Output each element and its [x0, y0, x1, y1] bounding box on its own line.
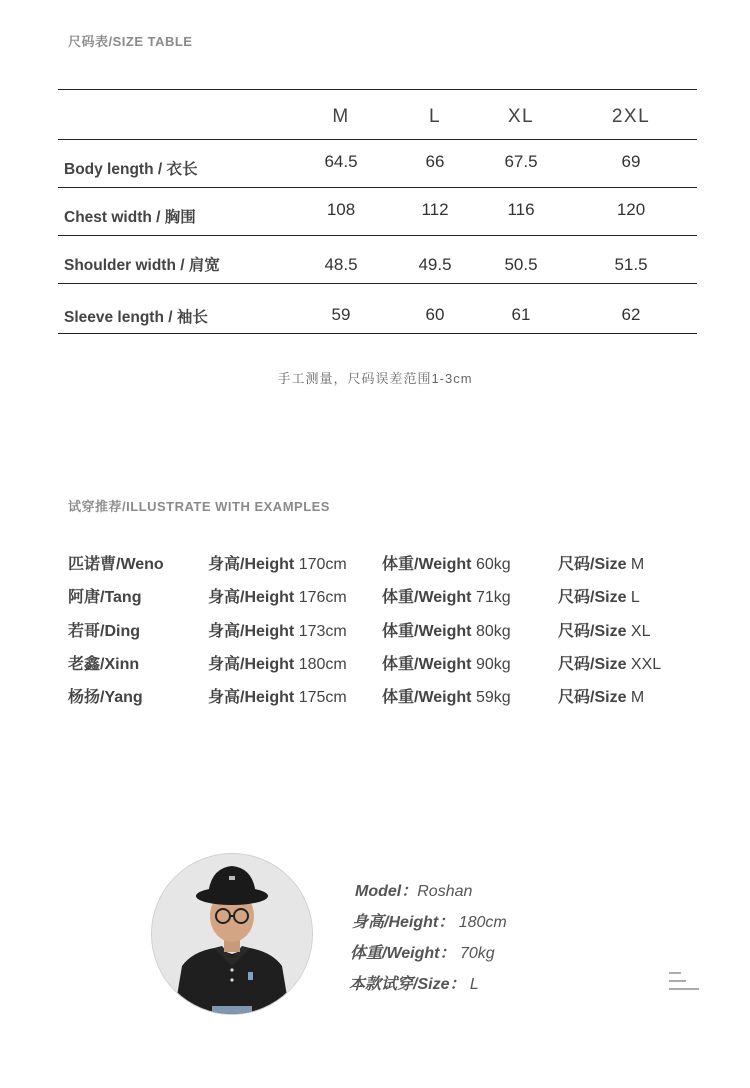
model-info [349, 878, 507, 1002]
row-label-chest-width: Chest width / 胸围 [64, 208, 196, 226]
measurement-note: 手工测量，尺码误差范围1-3cm [277, 371, 473, 386]
person-name: 老鑫/Xinn [68, 655, 140, 673]
row-label-shoulder-width: Shoulder width / 肩宽 [64, 256, 220, 274]
table-cell: 50.5 [504, 254, 538, 274]
column-header-2xl: 2XL [611, 105, 651, 127]
person-size: 尺码/Size L [558, 589, 640, 607]
person-name: 若哥/Ding [68, 622, 140, 640]
person-size: 尺码/Size XL [558, 622, 651, 640]
list-item [68, 684, 708, 717]
person-name: 阿唐/Tang [68, 589, 142, 607]
table-cell: 48.5 [324, 254, 358, 274]
model-weight: 体重/Weight： 70kg [350, 945, 495, 962]
model-avatar [151, 853, 313, 1015]
table-cell: 108 [326, 200, 356, 219]
person-height: 身高/Height 173cm [208, 622, 347, 640]
table-cell: 51.5 [614, 254, 648, 274]
table-cell: 66 [425, 152, 445, 171]
menu-icon[interactable] [668, 970, 700, 992]
person-height: 身高/Height 170cm [208, 556, 347, 573]
examples-title: 试穿推荐/ILLUSTRATE WITH EXAMPLES [68, 499, 330, 514]
examples-list [68, 551, 708, 717]
table-cell: 120 [616, 200, 646, 219]
model-size: 本款试穿/Size： L [349, 976, 479, 993]
table-cell: 112 [421, 200, 449, 219]
row-label-sleeve-length: Sleeve length / 袖长 [64, 308, 208, 326]
table-cell: 67.5 [504, 152, 538, 171]
table-cell: 116 [507, 200, 535, 219]
size-table [58, 89, 697, 334]
column-header-l: L [428, 105, 442, 127]
table-row [58, 284, 697, 334]
table-cell: 64.5 [324, 152, 358, 171]
person-height: 身高/Height 176cm [208, 589, 347, 607]
table-cell: 62 [621, 304, 641, 324]
list-item [68, 584, 708, 617]
model-height: 身高/Height： 180cm [352, 914, 507, 931]
person-size: 尺码/Size M [558, 556, 645, 573]
model-name: Model：Roshan [355, 883, 473, 900]
person-name: 匹诺曹/Weno [68, 556, 164, 573]
person-weight: 体重/Weight 90kg [382, 655, 511, 673]
person-weight: 体重/Weight 71kg [382, 589, 511, 607]
table-row [58, 140, 697, 188]
column-header-xl: XL [507, 105, 535, 127]
table-cell: 49.5 [418, 254, 452, 274]
person-height: 身高/Height 180cm [208, 655, 347, 673]
person-weight: 体重/Weight 59kg [382, 689, 511, 707]
person-weight: 体重/Weight 60kg [382, 556, 511, 573]
person-size: 尺码/Size M [558, 689, 645, 707]
list-item [68, 618, 708, 651]
person-name: 杨扬/Yang [68, 689, 143, 707]
table-cell: 60 [425, 304, 445, 324]
size-table-header [58, 90, 697, 140]
size-table-title: 尺码表/SIZE TABLE [68, 34, 193, 49]
list-item [68, 551, 708, 584]
table-cell: 59 [331, 304, 351, 324]
column-header-m: M [332, 105, 350, 127]
table-cell: 69 [621, 152, 641, 171]
table-cell: 61 [511, 304, 531, 324]
row-label-body-length: Body length / 衣长 [64, 160, 198, 178]
list-item [68, 651, 708, 684]
model-illustration [152, 854, 312, 1014]
person-height: 身高/Height 175cm [208, 689, 347, 707]
person-weight: 体重/Weight 80kg [382, 622, 511, 640]
person-size: 尺码/Size XXL [558, 655, 662, 673]
table-row [58, 236, 697, 284]
table-row [58, 188, 697, 236]
